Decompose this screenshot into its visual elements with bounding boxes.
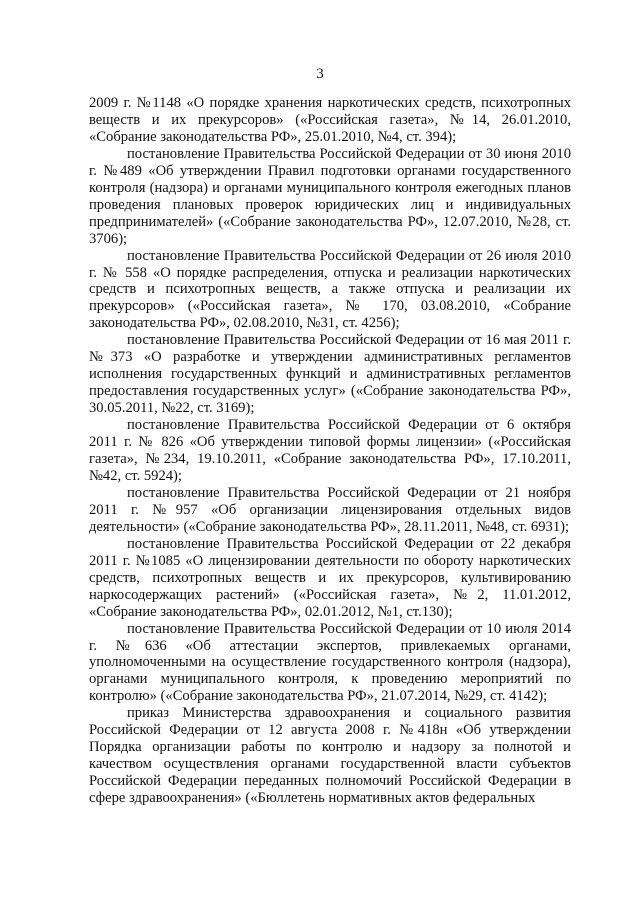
- paragraph: постановление Правительства Российской Федерации от 26 июля 2010 г. № 558 «О порядке распределения, отпуска и реализации наркотических средств и психотропных веществ, а также отпуска и реализации их прекурсоров» («Российская газета», № 170, 03.08.2010, «Собрание законодательства РФ», 02.08.2010, №31, ст. 4256);: [89, 247, 571, 332]
- paragraph: постановление Правительства Российской Федерации от 30 июня 2010 г. №489 «Об утверждении Правил подготовки органами государственного контроля (надзора) и органами муниципального контроля ежегодных планов проведения плановых проверок юридических лиц и индивидуальных предпринимателей» («Собрание законодательства РФ», 12.07.2010, №28, ст. 3706);: [89, 145, 571, 247]
- paragraph: постановление Правительства Российской Федерации от 21 ноября 2011 г. №957 «Об организации лицензирования отдельных видов деятельности» («Собрание законодательства РФ», 28.11.2011, №48, ст. 6931);: [89, 484, 571, 535]
- paragraph-continuation: 2009 г. №1148 «О порядке хранения наркотических средств, психотропных веществ и их прекурсоров» («Российская газета», №14, 26.01.2010, «Собрание законодательства РФ», 25.01.2010, №4, ст. 394);: [89, 95, 571, 145]
- page-number: 3: [316, 66, 324, 82]
- paragraph: постановление Правительства Российской Федерации от 6 октября 2011 г. № 826 «Об утверждении типовой формы лицензии» («Российская газета», №234, 19.10.2011, «Собрание законодательства РФ», 17.10.2011, №42, ст. 5924);: [89, 417, 571, 484]
- paragraph: постановление Правительства Российской Федерации от 10 июля 2014 г. №636 «Об аттестации экспертов, привлекаемых органами, уполномоченными на осуществление государственного контроля (надзора), органами муниципального контроля, к проведению мероприятий по контролю» («Собрание законодательства РФ», 21.07.2014, №29, ст. 4142);: [89, 620, 571, 705]
- paragraph: постановление Правительства Российской Федерации от 16 мая 2011 г. №373 «О разработке и утверждении административных регламентов исполнения государственных функций и административных регламентов предоставления государственных услуг» («Собрание законодательства РФ», 30.05.2011, №22, ст. 3169);: [89, 332, 571, 417]
- document-body: [89, 95, 571, 807]
- paragraph: постановление Правительства Российской Федерации от 22 декабря 2011 г. №1085 «О лицензировании деятельности по обороту наркотических средств, психотропных веществ и их прекурсоров, культивированию наркосодержащих растений» («Российская газета», №2, 11.01.2012, «Собрание законодательства РФ», 02.01.2012, №1, ст.130);: [89, 535, 571, 620]
- paragraph: приказ Министерства здравоохранения и социального развития Российской Федерации от 12 августа 2008 г. №418н «Об утверждении Порядка организации работы по контролю и надзору за полнотой и качеством осуществления органами государственной власти субъектов Российской Федерации переданных полномочий Российской Федерации в сфере здравоохранения» («Бюллетень нормативных актов федеральных: [89, 705, 571, 807]
